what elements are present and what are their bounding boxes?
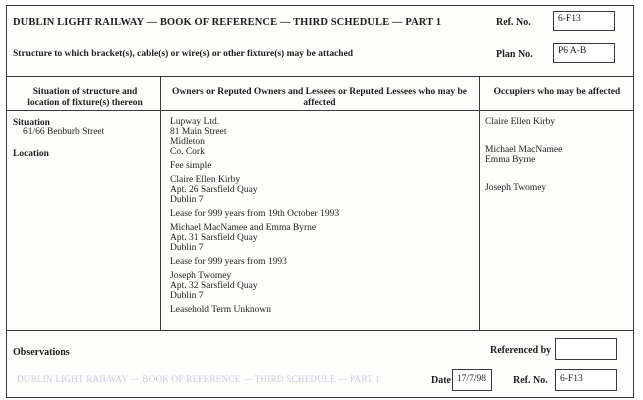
structure-description: Structure to which bracket(s), cable(s) or wire(s) or other fixture(s) may be attached	[13, 49, 354, 59]
plan-no-field[interactable]: P6 A-B	[553, 43, 615, 63]
owner-entry: Michael MacNamee and Emma Byrne Apt. 31 Sarsfield Quay Dublin 7	[170, 223, 317, 253]
date-label: Date	[431, 375, 451, 386]
tenure-entry: Fee simple	[170, 161, 212, 171]
referenced-by-field[interactable]	[555, 338, 617, 360]
occupiers-column-header: Occupiers who may be affected	[493, 87, 621, 97]
situation-address: 61/66 Benburb Street	[23, 127, 105, 137]
column-divider-1	[160, 76, 161, 330]
referenced-by-label: Referenced by	[490, 345, 552, 356]
tenure-entry: Lease for 999 years from 1993	[170, 257, 287, 267]
occupier-entry: Michael MacNamee Emma Byrne	[485, 145, 563, 165]
occupier-entry: Joseph Twomey	[485, 183, 547, 193]
bleed-through-text: DUBLIN LIGHT RAILWAY — BOOK OF REFERENCE — THIRD SCHEDULE — PART 1	[17, 374, 381, 384]
plan-no-label: Plan No.	[496, 49, 533, 60]
owner-entry: Joseph Twomey Apt. 32 Sarsfield Quay Dublin 7	[170, 271, 258, 301]
ref-no-label: Ref. No.	[496, 17, 531, 28]
footer-ref-no-label: Ref. No.	[513, 375, 548, 386]
column-header-divider	[7, 110, 633, 111]
date-field[interactable]: 17/7/98	[452, 369, 492, 391]
header-divider	[7, 76, 633, 77]
occupier-entry: Claire Ellen Kirby	[485, 117, 556, 127]
owner-entry: Claire Ellen Kirby Apt. 26 Sarsfield Quay Dublin 7	[170, 175, 258, 205]
tenure-entry: Leasehold Term Unknown	[170, 305, 271, 315]
owner-entry: Lupway Ltd. 81 Main Street Midleton Co. Cork	[170, 117, 227, 157]
location-label: Location	[13, 149, 49, 159]
document-title: DUBLIN LIGHT RAILWAY — BOOK OF REFERENCE — THIRD SCHEDULE — PART 1	[13, 17, 442, 28]
observations-label: Observations	[13, 347, 70, 358]
owners-column-header: Owners or Reputed Owners and Lessees or Reputed Lessees who may be affected	[172, 87, 467, 108]
situation-column-header: Situation of structure and location of fixture(s) thereon	[27, 87, 143, 108]
situation-label: Situation	[13, 118, 50, 128]
owners-list	[170, 117, 339, 319]
reference-form	[6, 5, 634, 398]
tenure-entry: Lease for 999 years from 19th October 1993	[170, 209, 340, 219]
ref-no-field[interactable]: 6-F13	[553, 11, 615, 31]
observations-divider	[7, 330, 633, 331]
column-divider-2	[479, 76, 480, 330]
footer-ref-no-field[interactable]: 6-F13	[555, 369, 617, 391]
